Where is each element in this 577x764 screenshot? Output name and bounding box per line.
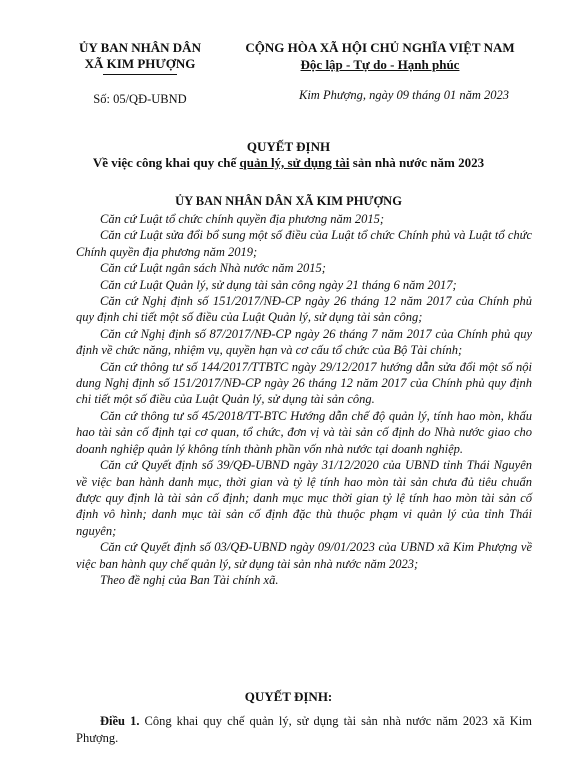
subtitle-part2: quản lý, sử dụng tài <box>239 155 350 170</box>
preamble-item: Căn cứ Luật tổ chức chính quyền địa phương năm 2015; <box>100 212 385 226</box>
agency-name-line2: XÃ KIM PHƯỢNG <box>84 56 196 71</box>
national-motto-wrap <box>230 56 530 73</box>
article-1-label: Điều 1. <box>100 714 140 728</box>
national-title: CỘNG HÒA XÃ HỘI CHỦ NGHĨA VIỆT NAM <box>245 40 515 55</box>
issuing-authority: ỦY BAN NHÂN DÂN XÃ KIM PHƯỢNG <box>175 194 402 208</box>
preamble-item: Căn cứ thông tư số 45/2018/TT-BTC Hướng dẫn chế độ quản lý, tính hao mòn, khấu hao tài sản cố định tại cơ quan, tổ chức, đơn vị và tài sản cố định do Nhà nước giao cho doanh nghiệp quản lý không tính thành phần vốn nhà nước tại doanh nghiệp. <box>76 408 532 456</box>
preamble-item: Căn cứ Quyết định số 03/QĐ-UBND ngày 09/01/2023 của UBND xã Kim Phượng về việc ban hành quy chế quản lý, sử dụng tài sản nhà nước năm 2023; <box>76 540 532 571</box>
preamble-item: Căn cứ thông tư số 144/2017/TTBTC ngày 29/12/2017 hướng dẫn sửa đổi một số nội dung Nghị định số 151/2017/NĐ-CP ngày 26 tháng 12 năm 2017 của Chính phủ quy định chi tiết một số điều của Luật Quản lý, sử dụng tài sản công. <box>76 359 532 407</box>
preamble-item: Căn cứ Luật sửa đổi bổ sung một số điều của Luật tổ chức Chính phủ và Luật tổ chức Chính quyền địa phương năm 2019; <box>76 228 532 259</box>
issue-date: Kim Phượng, ngày 09 tháng 01 năm 2023 <box>298 88 509 102</box>
document-title: QUYẾT ĐỊNH <box>246 139 331 154</box>
national-motto: Độc lập - Tự do - Hạnh phúc <box>300 57 460 72</box>
article-1 <box>76 713 532 747</box>
document-subtitle <box>0 155 577 171</box>
decision-heading: QUYẾT ĐỊNH: <box>244 689 333 704</box>
subtitle-part3: sản nhà nước năm 2023 <box>349 155 485 170</box>
preamble <box>76 211 532 588</box>
preamble-item: Căn cứ Luật Quản lý, sử dụng tài sản công ngày 21 tháng 6 năm 2017; <box>100 277 457 292</box>
subtitle-part1: Về việc công khai quy chế <box>92 155 240 170</box>
agency-name-line1: ỦY BAN NHÂN DÂN <box>79 40 201 55</box>
preamble-item: Theo đề nghị của Ban Tài chính xã. <box>100 572 279 587</box>
preamble-item: Căn cứ Nghị định số 151/2017/NĐ-CP ngày 26 tháng 12 năm 2017 của Chính phủ quy định chi tiết một số điều của Luật Quản lý, sử dụng tài sản công; <box>76 294 532 325</box>
document-number: Số: 05/QĐ-UBND <box>93 92 187 106</box>
preamble-item: Căn cứ Luật ngân sách Nhà nước năm 2015; <box>100 261 326 276</box>
agency-divider <box>103 74 177 75</box>
preamble-item: Căn cứ Quyết định số 39/QĐ-UBND ngày 31/12/2020 của UBND tỉnh Thái Nguyên về việc ban hành danh mục, thời gian và tỷ lệ tính hao mòn tài sản chưa đủ tiêu chuẩn được quy định là tài sản cố định; danh mục mục thời gian tỷ lệ tính hao mòn tài sản cố định vô hình; danh mục tài sản cố định đặc thù thuộc phạm vi quản lý của tỉnh Thái nguyên; <box>76 458 532 538</box>
article-1-text: Công khai quy chế quản lý, sử dụng tài sản nhà nước năm 2023 xã Kim Phượng. <box>76 714 533 745</box>
preamble-item: Căn cứ Nghị định số 87/2017/NĐ-CP ngày 26 tháng 7 năm 2017 của Chính phủ quy định về chức năng, nhiệm vụ, quyền hạn và cơ cấu tổ chức của Bộ Tài chính; <box>76 326 532 358</box>
issuing-agency-block <box>70 40 210 107</box>
national-header-block <box>230 40 530 103</box>
